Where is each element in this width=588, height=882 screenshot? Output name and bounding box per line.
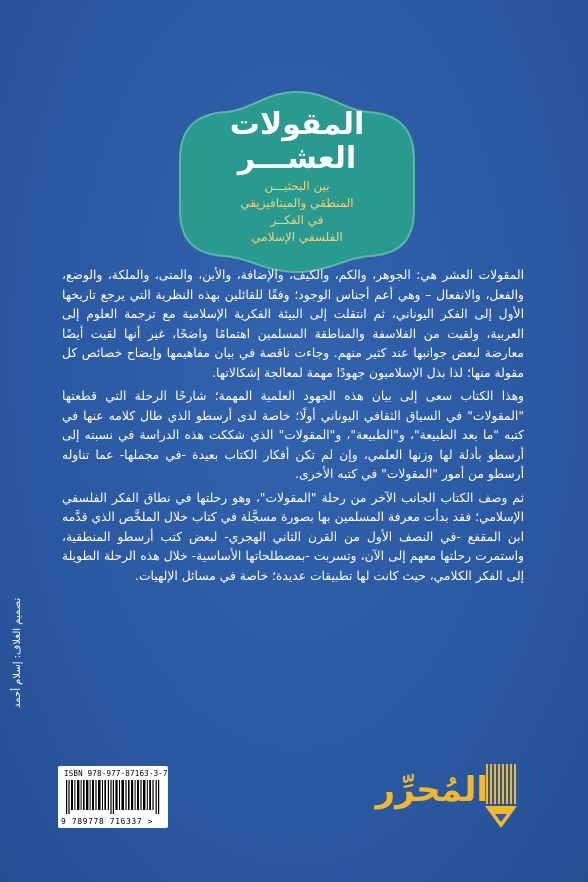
book-title	[178, 108, 416, 176]
pencil-icon	[482, 762, 522, 830]
title-line-2: العشـــر	[237, 141, 357, 176]
cover-design-credit: تصميم الغلاف: إسلام أحمد	[12, 597, 23, 709]
blurb-paragraph-1: المقولات العشر هي: الجوهر، والكم، والكيف، والإضافة، والأين، والمتى، والملكة، والوضع، والفعل، والانفعال – وهي أعم أجناس الوجود؛ وفقًا للقائلين بهذه النظرية التي يرجع تاريخها الأول إلى الفكر اليوناني، ثم انتقلت إلى البيئة الفكرية الإسلامية مع ترجمة العلوم إلى العربية، ولقيت من الفلاسفة والمناطقة المسلمين اهتمامًا واضحًا، غير أنها لقيت أيضًا معارضة لبعض جوانبها عند كثير منهم. وجاءت ناقصة في بيان مفاهيمها وإيضاح خصائص كل مقولة منها؛ لذا بذل الإسلاميون جهودًا مهمة لمعالجة إشكالاتها.	[62, 268, 524, 380]
isbn-barcode	[58, 766, 168, 828]
barcode-digits: 9 789778 716337 >	[61, 817, 154, 826]
back-cover-blurb	[62, 266, 524, 590]
book-subtitle	[202, 178, 392, 246]
blurb-paragraph-3: ثم وصف الكتاب الجانب الآخر من رحلة "المقولات"، وهو رحلتها في نطاق الفكر الفلسفي الإسلامي؛ فقد بدأت معرفة المسلمين بها بصورة مسجَّلة في كتاب خلال الملخَّص الذي قدَّمه ابن المقفع -في النصف الأول من القرن الثاني الهجري- لبعض كتب أرسطو المنطقية، واستمرت رحلتها معهم إلى الآن، وتسربت -بمصطلحاتها الأساسية- خلال هذه الرحلة الطويلة إلى الفكر الكلامي، حيث كانت لها تطبيقات عديدة؛ خاصة في مسائل الإلهيات.	[62, 490, 524, 583]
blurb-paragraph-2: وهذا الكتاب سعى إلى بيان هذه الجهود العلمية المهمة؛ شارحًا الرحلة التي قطعتها "المقولات" في السياق الثقافي اليوناني أولًا؛ خاصة لدى أرسطو الذي طال كلامه عنها في كتبه "ما بعد الطبيعة"، و"الطبيعة"، و"المقولات" الذي شككت هذه الدراسة في نسبته إلى أرسطو بأدلة لها وزنها العلمي، وإن لم تكن أفكار الكتاب بعيدة -في مجملها- عما تناوله أرسطو من أمور "المقولات" في كتبه الأخرى.	[62, 389, 524, 481]
barcode-bars	[66, 780, 160, 814]
subtitle-line-3: في الفكــر	[270, 213, 324, 227]
title-line-1: المقولات	[229, 107, 365, 142]
subtitle-line-1: بين البحثيـــن	[264, 179, 330, 193]
isbn-label: ISBN 978-977-87163-3-7	[64, 769, 168, 778]
subtitle-line-2: المنطقي والميتافيزيقي	[240, 196, 354, 210]
publisher-name: المُحرِّر	[375, 770, 488, 810]
title-badge	[178, 90, 416, 274]
subtitle-line-4: الفلسفي الإسلامي	[251, 230, 343, 244]
publisher-logo	[375, 762, 522, 832]
